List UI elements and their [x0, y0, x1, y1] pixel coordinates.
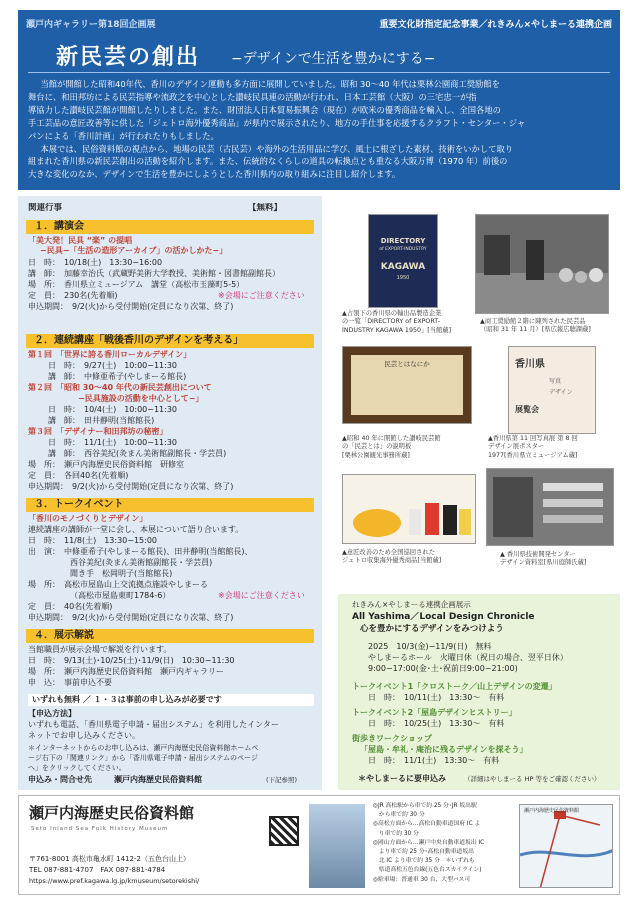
events-panel: [18, 196, 322, 790]
method-heading: 【申込方法】: [28, 709, 76, 718]
intro-text: 当館が開館した昭和40年代、香川のデザイン運動も多方面に展開していました。昭和 30〜40 年代は栗林公園商工奨励館を 舞台に、和田邦坊による民芸指導や流政之を中心とした讃岐民具連の活動が行われ、日本工芸館（大阪）の三宅忠一が指 導協力した讃岐民芸館が開館したりしました。また、財団法人日本貿易振興会（現在）が欧米の優秀商品を輸入し、全国各地の 手工芸品の意匠改善等に供した「ジェトロ海外優秀商品」が県内で展示されたり、地方の手仕事を応援するクラフト・センター・ジャ パンによる「香川計画」が行われたりもしました。 本展では、民俗資料館の視点から、地場の民芸（古民芸）や海外の生活用品に学び、風土に根ざした素材、技術をいかして取り 組まれた香川県の新民芸創出の活動を紹介します。また、伝統的なくらしの道具の転換点とも重なる大阪万博（1970 年）前後の 大きな変化のなか、デザインで生活を豊かにしようとした香川県内の取り組みに注目し紹介します。: [28, 79, 526, 180]
lecture-apply: 申込期間： 9/2(火)から受付開始(定員になり次第、終了): [28, 302, 234, 311]
series-label: 瀬戸内ギャラリー第18回企画展: [26, 20, 156, 30]
series-2-title: 第２回 「昭和 30〜40 年代の新民芸創出について: [28, 383, 212, 392]
events-heading: 関連行事: [28, 203, 63, 213]
poster-bottom: 展覧会: [515, 405, 539, 414]
lecture-note: ※会場にご注意ください: [218, 291, 305, 300]
events-free: 【無料】: [248, 203, 283, 213]
museum-url[interactable]: https://www.pref.kagawa.lg.jp/kmuseum/setorekishi/: [29, 877, 200, 885]
book-year: 1950: [396, 275, 410, 281]
design-poster-photo: [508, 346, 596, 434]
talk-panel-3: 聞き手 松岡明子(当館館長): [70, 569, 173, 578]
talk-heading: ３．トークイベント: [26, 498, 314, 512]
talk-panel-2: 西谷美紀(灸まん美術館副館長・学芸員): [70, 558, 213, 567]
linked-talk-1: トークイベント1「クロストーク／山上デザインの変遷」: [352, 682, 557, 691]
tour-apply: 申 込： 事前申込不要: [28, 678, 112, 687]
poster-title: 香川県: [515, 359, 545, 370]
series-3-speaker: 講 師： 西谷美紀(灸まん美術館副館長・学芸員): [48, 449, 227, 458]
access-map: [519, 804, 613, 888]
linked-talk-2-date: 日 時： 10/25(土) 13:30〜 有料: [368, 719, 505, 728]
linked-hours: 9:00−17:00(金･土･祝前日9:00−21:00): [368, 664, 518, 673]
linked-workshop-title: 「屋島・牟礼・庵治に残るデザインを探そう」: [360, 745, 528, 754]
book-subtitle: of EXPORT-INDUSTRY: [379, 247, 427, 252]
contact-name: 瀬戸内海歴史民俗資料館: [114, 775, 202, 784]
series-heading: ２．連続講座「戦後香川のデザインを考える」: [26, 334, 314, 348]
linked-note-detail: （詳細はやしまーる HP 等をご確認ください）: [464, 775, 601, 783]
book-kagawa: KAGAWA: [380, 262, 426, 272]
series-3-title: 第３回 「デザイナー和田邦坊の秘密」: [28, 427, 168, 436]
page-subtitle: −デザインで生活を豊かにする−: [231, 51, 436, 67]
poster-sub-2: デザイン: [549, 389, 573, 396]
linked-head: れきみん×やしまーる連携企画展示: [352, 600, 471, 609]
products-photo: [342, 474, 476, 544]
poster-sub-1: 写真: [549, 378, 562, 385]
talk-note: ※会場にご注意ください: [218, 591, 305, 600]
linked-note: ＊やしまーるに要申込み: [358, 774, 446, 783]
linked-workshop: 街歩きワークショップ: [352, 734, 432, 743]
map-illustration: [520, 805, 613, 888]
lecture-heading: １．講演会: [26, 220, 314, 234]
method-note-3: へ」をクリックしてください。: [28, 764, 126, 772]
design-library-photo: [486, 468, 614, 546]
event-kind: 重要文化財指定記念事業／れきみん×やしまーる連携企画: [379, 20, 612, 30]
contact-note: (下記参照): [266, 776, 298, 784]
map-label: 瀬戸内海歴史民俗資料館: [524, 808, 580, 814]
access-info: ◎JR 高松駅から車で約 25 分･JR 坂出駅 から車で約 30 分 ◎高松方面から…高松自動車道国府 IC よ り車で約 30 分 ◎岡山方面から…瀬戸中央自動車道坂出 IC より車で約 25 分･高松自動車道坂出 北 IC より車で約 35 分 ＊いずれも 県道高松五色台線(五色台スカイライン) ◎駐車場：普通車 30 台、大型バス可: [373, 803, 485, 883]
series-apply: 申込期間： 9/2(火)から受付開始(定員になり次第、終了): [28, 482, 234, 491]
tour-date: 日 時： 9/13(土)･10/25(土)･11/9(日) 10:30−11:30: [28, 656, 235, 665]
talk-venue: 場 所： 高松市屋島山上交流拠点施設やしまーる: [28, 580, 208, 589]
caption-library: ▲ 香川県技術開発センター デザイン資料室[県川庭師氏蔵]: [500, 551, 587, 567]
museum-tel: TEL 087-881-4707 FAX 087-881-4784: [29, 866, 166, 874]
museum-footer: [18, 795, 620, 895]
series-1-date: 日 時： 9/27(土) 10:00−11:30: [48, 361, 178, 370]
lecture-speaker: 講 師： 加藤幸治氏（武蔵野美術大学教授、美術館・図書館副館長）: [28, 269, 280, 278]
lecture-name-2: −民具−「生活の造形アーカイブ」の活かしかた−」: [40, 246, 228, 255]
talk-venue-address: （高松市屋島東町1784-6）: [70, 591, 171, 600]
folk-board-photo: [342, 346, 472, 424]
linked-subtitle: 心を豊かにするデザインをみつけよう: [360, 624, 504, 634]
museum-name: 瀬戸内海歴史民俗資料館: [29, 804, 195, 822]
qr-code[interactable]: [269, 816, 299, 846]
talk-apply: 申込期間： 9/2(火)から受付開始(定員になり次第、終了): [28, 613, 234, 622]
talk-panel-1: 出 演： 中條亜希子(やしまーる館長)、田井静明(当館館長)、: [28, 547, 253, 556]
linked-venue: やしまーるホール 火曜日休（祝日の場合、翌平日休）: [368, 653, 568, 662]
series-1-speaker: 講 師： 中條亜希子(やしまーる館長): [48, 372, 187, 381]
method-note-2: ージ右下の「関連リンク」から「香川県電子申請・届出システムのページ: [28, 754, 258, 762]
series-capacity: 定 員： 各回40名(先着順): [28, 471, 129, 480]
method-note-1: ＊インターネットからのお申し込みは、瀬戸内海歴史民俗資料館ホームペ: [28, 744, 259, 752]
linked-workshop-date: 日 時： 11/1(土) 13:30〜 有料: [368, 756, 500, 765]
contact-label: 申込み・問合せ先: [28, 775, 92, 784]
talk-capacity: 定 員： 40名(先着順): [28, 602, 113, 611]
series-2-title-b: −民具施設の活動を中心として−」: [78, 394, 204, 403]
linked-title: All Yashima／Local Design Chronicle: [352, 612, 535, 622]
method-line-2: ネットでお申し込みください。: [28, 731, 140, 740]
board-title: 民芸とはなにか: [351, 355, 463, 415]
museum-address: 〒761-8001 高松市亀水町 1412-2（五色台山上）: [29, 855, 190, 863]
museum-aerial-photo: [309, 804, 365, 888]
lecture-date: 日 時： 10/18(土) 13:30−16:00: [28, 258, 163, 267]
header-divider: [28, 72, 610, 73]
free-notice: いずれも無料 ／ １・３は事前の申し込みが必要です: [28, 694, 314, 706]
directory-book-photo: [368, 214, 438, 308]
series-venue: 場 所： 瀬戸内海歴史民俗資料館 研修室: [28, 460, 184, 469]
museum-name-en: Seto Inland Sea Folk History Museum: [31, 826, 169, 832]
series-1-title: 第１回 「世界に誇る香川ローカルデザイン」: [28, 350, 192, 359]
tour-venue: 場 所： 瀬戸内海歴史民俗資料館 瀬戸内ギャラリー: [28, 667, 224, 676]
tour-desc: 当館職員が展示会場で解説を行います。: [28, 645, 172, 654]
caption-folk-board: ▲昭和 40 年に開館した讃岐民芸館 の「民芸とは」の説明板 [栗林公園観光事務所蔵]: [342, 435, 441, 459]
page-title: 新民芸の創出: [56, 45, 201, 70]
lecture-venue: 場 所： 香川県立ミュージアム 講堂（高松市玉藻町5-5）: [28, 280, 245, 289]
linked-exhibition-box: [338, 594, 620, 790]
caption-poster: ▲香川県第 11 回写真展 第 8 回 デザイン展ポスター 1977[香川県立ミュージアム蔵]: [488, 435, 578, 459]
talk-name: 「香川のモノづくりとデザイン」: [28, 514, 148, 523]
showroom-photo: [475, 214, 609, 314]
linked-period: 2025 10/3(金)−11/9(日) 無料: [368, 642, 492, 651]
header-banner: [18, 10, 620, 190]
library-illustration: [487, 469, 614, 546]
series-2-speaker: 講 師： 田井静明(当館館長): [48, 416, 155, 425]
talk-date: 日 時： 11/8(土) 13:30−15:00: [28, 536, 158, 545]
series-2-date: 日 時： 10/4(土) 10:00−11:30: [48, 405, 178, 414]
series-3-date: 日 時： 11/1(土) 10:00−11:30: [48, 438, 178, 447]
book-title: DIRECTORY: [380, 237, 426, 245]
showroom-illustration: [476, 215, 609, 314]
method-line-1: いずれも電話、「香川県電子申請・届出システム」を利用したインター: [28, 720, 279, 729]
talk-desc: 連続講座の講師が一堂に会し、本展について語り合います。: [28, 525, 244, 534]
linked-talk-2: トークイベント2「屋島デザインヒストリー」: [352, 708, 517, 717]
caption-showroom: ▲商工奨励館２階に陳列された民芸品 （昭和 31 年 11 月）[県広報広聴課蔵]: [480, 318, 591, 334]
products-illustration: [343, 475, 476, 544]
linked-talk-1-date: 日 時： 10/11(土) 13:30〜 有料: [368, 693, 505, 702]
lecture-capacity: 定 員： 230名(先着順): [28, 291, 118, 300]
tour-heading: ４．展示解説: [26, 629, 314, 643]
caption-products: ▲意匠改善のため全国巡回された ジェトロ収集海外優秀商品[当館蔵]: [342, 549, 442, 565]
caption-directory: ▲占領下の香川県の輸出品製造企業 の一覧「DIRECTORY of EXPORT- INDUSTRY KAGAWA 1950」[当館蔵]: [342, 310, 452, 334]
lecture-name: 「美大発！民具 “楽” の提唱: [28, 236, 133, 245]
